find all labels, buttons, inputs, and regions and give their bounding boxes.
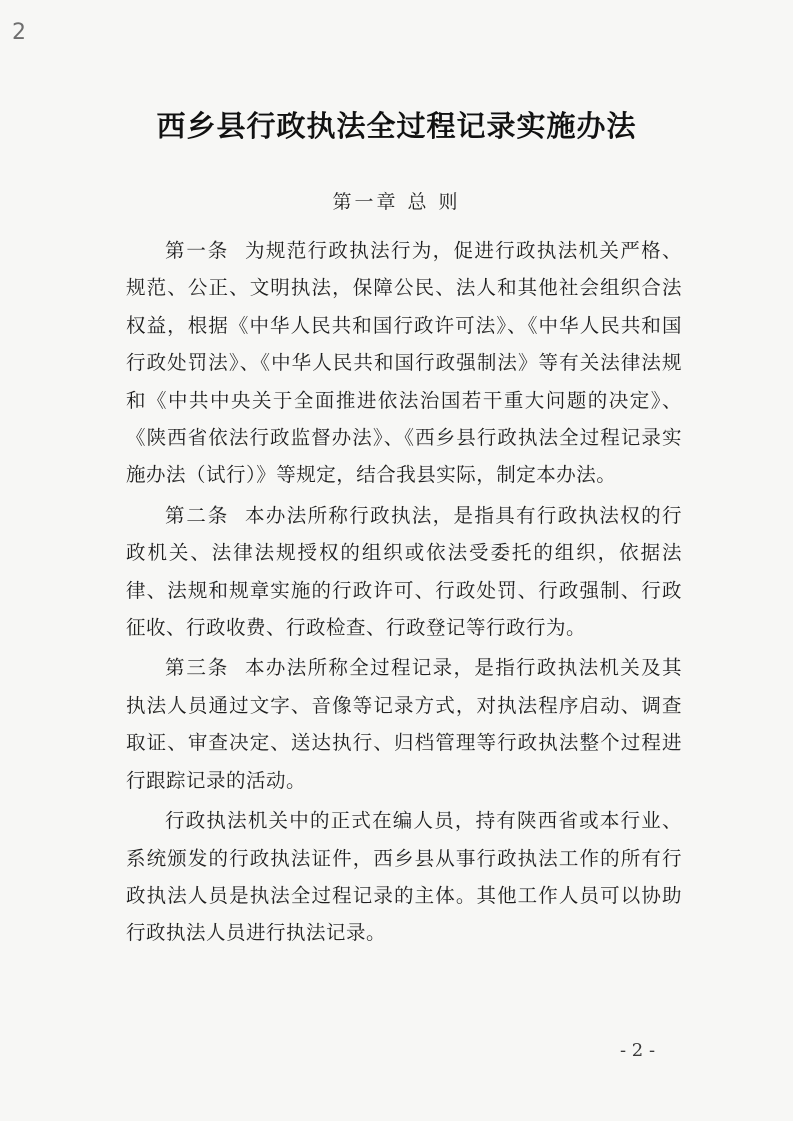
article-text: 本办法所称行政执法，是指具有行政执法权的行政机关、法律法规授权的组织或依法受委托的组织，依据法律、法规和规章实施的行政许可、行政处罚、行政强制、行政征收、行政收费、行政检查、行政登记等行政行为。 — [126, 503, 682, 640]
article-label: 第二条 — [165, 503, 230, 527]
article-label: 第一条 — [165, 239, 230, 262]
article-label: 第三条 — [165, 656, 230, 680]
paragraph-text: 行政执法机关中的正式在编人员，持有陕西省或本行业、系统颁发的行政执法证件，西乡县从事行政执法工作的所有行政执法人员是执法全过程记录的主体。其他工作人员可以协助行政执法人员进行执法记录。 — [126, 809, 682, 945]
document-title: 西乡县行政执法全过程记录实施办法 — [156, 109, 637, 143]
page-number: - 2 - — [620, 1040, 656, 1061]
document-body — [126, 232, 682, 952]
article-text: 为规范行政执法行为，促进行政执法机关严格、规范、公正、文明执法，保障公民、法人和其他社会组织合法权益，根据《中华人民共和国行政许可法》、《中华人民共和国行政处罚法》、《中华人民共和国行政强制法》等有关法律法规和《中共中央关于全面推进依法治国若干重大问题的决定》、《陕西省依法行政监督办法》、《西乡县行政执法全过程记录实施办法（试行）》等规定，结合我县实际，制定本办法。 — [126, 239, 682, 487]
article-2-paragraph — [126, 497, 682, 647]
chapter-heading: 第一章 总 则 — [332, 191, 461, 213]
article-text: 本办法所称全过程记录，是指行政执法机关及其执法人员通过文字、音像等记录方式，对执法程序启动、调查取证、审查决定、送达执行、归档管理等行政执法整个过程进行跟踪记录的活动。 — [126, 656, 682, 792]
article-3-paragraph — [126, 649, 682, 799]
handwritten-page-mark: 2 — [12, 20, 26, 45]
article-1-paragraph — [126, 232, 682, 494]
article-3-continuation-paragraph — [126, 802, 682, 952]
